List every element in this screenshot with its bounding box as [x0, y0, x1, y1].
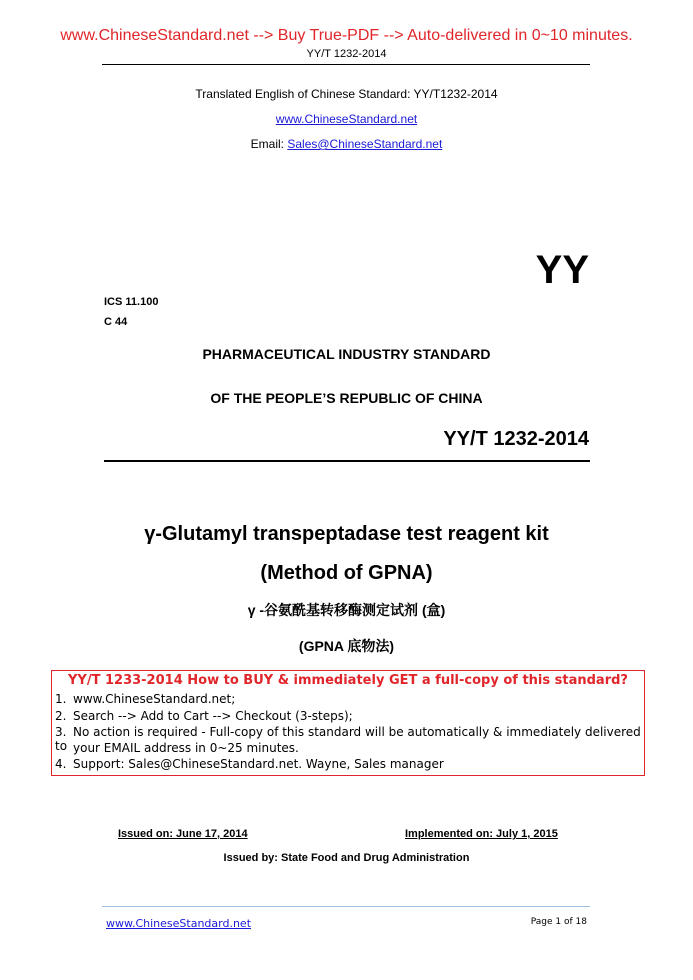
issued-on-date: Issued on: June 17, 2014: [118, 828, 248, 840]
buy-box-title: YY/T 1233-2014 How to BUY & immediately GET a full-copy of this standard?: [68, 673, 628, 688]
item-number: 3.: [55, 725, 67, 739]
item-text: Support: Sales@ChineseStandard.net. Wayne, Sales manager: [73, 757, 444, 771]
title-cn-line-1: γ -谷氨酰基转移酶测定试剂 (盒): [247, 602, 446, 618]
standard-title-line-2: OF THE PEOPLE’S REPUBLIC OF CHINA: [210, 390, 483, 406]
item-text: Search --> Add to Cart --> Checkout (3-steps);: [73, 709, 353, 723]
item-text: No action is required - Full-copy of this standard will be automatically & immediately delivered to: [55, 725, 641, 753]
c-code: C 44: [104, 316, 128, 328]
buy-box-item: [55, 757, 444, 771]
title-en-line-2: (Method of GPNA): [260, 562, 433, 584]
item-text: www.ChineseStandard.net;: [73, 692, 236, 706]
item-text: your EMAIL address in 0~25 minutes.: [73, 741, 299, 755]
header-rule: [102, 64, 590, 65]
translated-line: Translated English of Chinese Standard: YY/T1232-2014: [195, 87, 498, 101]
implemented-on-date: Implemented on: July 1, 2015: [405, 828, 558, 840]
item-number: 1.: [55, 692, 67, 706]
standard-number: YY/T 1232-2014: [443, 428, 589, 450]
buy-box-item: [55, 741, 299, 755]
item-number: 2.: [55, 709, 67, 723]
header-standard-code: YY/T 1232-2014: [306, 48, 387, 60]
issued-by: Issued by: State Food and Drug Administration: [223, 852, 470, 864]
title-rule: [104, 460, 590, 462]
title-cn-line-2: (GPNA 底物法): [298, 638, 395, 654]
item-number: 4.: [55, 757, 67, 771]
buy-box-item: [55, 709, 353, 723]
email-link[interactable]: Sales@ChineseStandard.net: [287, 137, 443, 151]
page-number: Page 1 of 18: [530, 917, 587, 927]
buy-info-box: [51, 670, 645, 776]
top-banner[interactable]: www.ChineseStandard.net --> Buy True-PDF --> Auto-delivered in 0~10 minutes.: [60, 27, 633, 44]
website-line: [0, 112, 693, 126]
category-mark: YY: [535, 248, 589, 292]
website-link[interactable]: www.ChineseStandard.net: [275, 112, 418, 126]
email-line: [0, 137, 693, 151]
standard-title-line-1: PHARMACEUTICAL INDUSTRY STANDARD: [202, 346, 491, 362]
email-label: Email:: [250, 137, 288, 151]
ics-code: ICS 11.100: [104, 296, 159, 308]
footer-website-link[interactable]: www.ChineseStandard.net: [106, 917, 252, 930]
footer-rule: [102, 906, 590, 907]
buy-box-item: [55, 692, 235, 706]
title-en-line-1: γ-Glutamyl transpeptadase test reagent kit: [144, 523, 549, 545]
